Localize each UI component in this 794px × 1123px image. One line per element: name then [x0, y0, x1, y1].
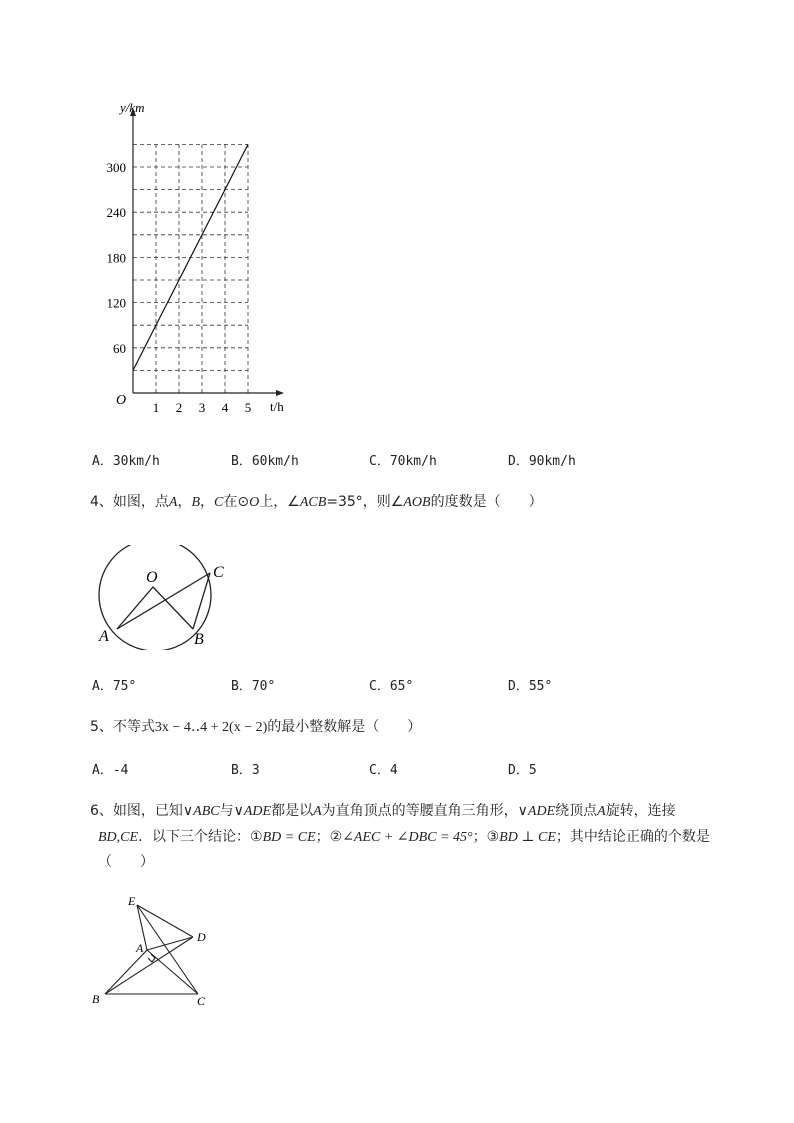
- circle-figure: [90, 545, 240, 650]
- q5-option-c[interactable]: C．4: [369, 763, 398, 778]
- q4-option-c[interactable]: C．65°: [369, 679, 414, 694]
- q6-question-line2: BD,CE．以下三个结论：①BD = CE；②∠AEC + ∠DBC = 45°；③BD ⊥ CE；其中结论正确的个数是: [98, 829, 710, 845]
- label-c: C: [213, 564, 224, 581]
- label-b: B: [194, 631, 204, 648]
- y-tick-label: 300: [106, 160, 126, 175]
- x-tick-label: 2: [175, 400, 183, 415]
- label-o: O: [146, 569, 158, 586]
- label-a: A: [136, 941, 144, 955]
- q4-option-d[interactable]: D．55°: [508, 679, 553, 694]
- x-tick-label: 5: [244, 400, 252, 415]
- q5-option-a[interactable]: A．-4: [92, 763, 129, 778]
- segment-ad: [147, 937, 193, 950]
- q3-option-a[interactable]: A．30km/h: [92, 454, 160, 469]
- triangle-figure: [85, 890, 225, 1015]
- label-a: A: [99, 628, 109, 645]
- label-d: D: [197, 930, 206, 944]
- q4-question: 4、如图，点A，B，C在⊙O上，∠ACB=35°，则∠AOB的度数是（ ）: [90, 494, 543, 510]
- segment-bd: [105, 937, 193, 994]
- y-tick-label: 240: [106, 205, 126, 221]
- q5-option-d[interactable]: D．5: [508, 763, 537, 778]
- origin-label: O: [116, 393, 127, 408]
- x-axis-arrow: [276, 390, 284, 396]
- label-c: C: [197, 994, 206, 1008]
- q5-question: 5、不等式3x − 4‥4 + 2(x − 2)的最小整数解是（ ）: [90, 719, 422, 735]
- y-tick-label: 120: [106, 295, 126, 311]
- q3-option-d[interactable]: D．90km/h: [508, 454, 576, 469]
- segment-ed: [137, 905, 193, 937]
- q3-option-b[interactable]: B．60km/h: [231, 454, 299, 469]
- q4-option-a[interactable]: A．75°: [92, 679, 137, 694]
- y-axis-label: y/km: [120, 100, 145, 115]
- graph-axes: [130, 108, 284, 396]
- q3-option-c[interactable]: C．70km/h: [369, 454, 437, 469]
- x-tick-label: 3: [198, 400, 206, 415]
- y-tick-label: 60: [113, 340, 126, 356]
- graph-grid: [133, 144, 248, 393]
- q6-question-line1: 6、如图，已知∨ABC与∨ADE都是以A为直角顶点的等腰直角三角形，∨ADE绕顶点A旋转，连接: [90, 803, 676, 819]
- distance-time-graph: [100, 100, 300, 420]
- x-tick-label: 1: [152, 400, 160, 415]
- segment-ab: [105, 950, 147, 994]
- q5-option-b[interactable]: B．3: [231, 763, 260, 778]
- x-axis-label: t/h: [270, 399, 284, 414]
- segment-ce: [137, 905, 198, 994]
- q4-option-b[interactable]: B．70°: [231, 679, 276, 694]
- label-b: B: [92, 992, 100, 1006]
- right-angle-mark: [148, 954, 155, 962]
- q6-question-line3: （ ）: [98, 854, 154, 870]
- label-e: E: [128, 894, 136, 908]
- x-tick-label: 4: [221, 400, 229, 415]
- y-tick-label: 180: [106, 250, 126, 266]
